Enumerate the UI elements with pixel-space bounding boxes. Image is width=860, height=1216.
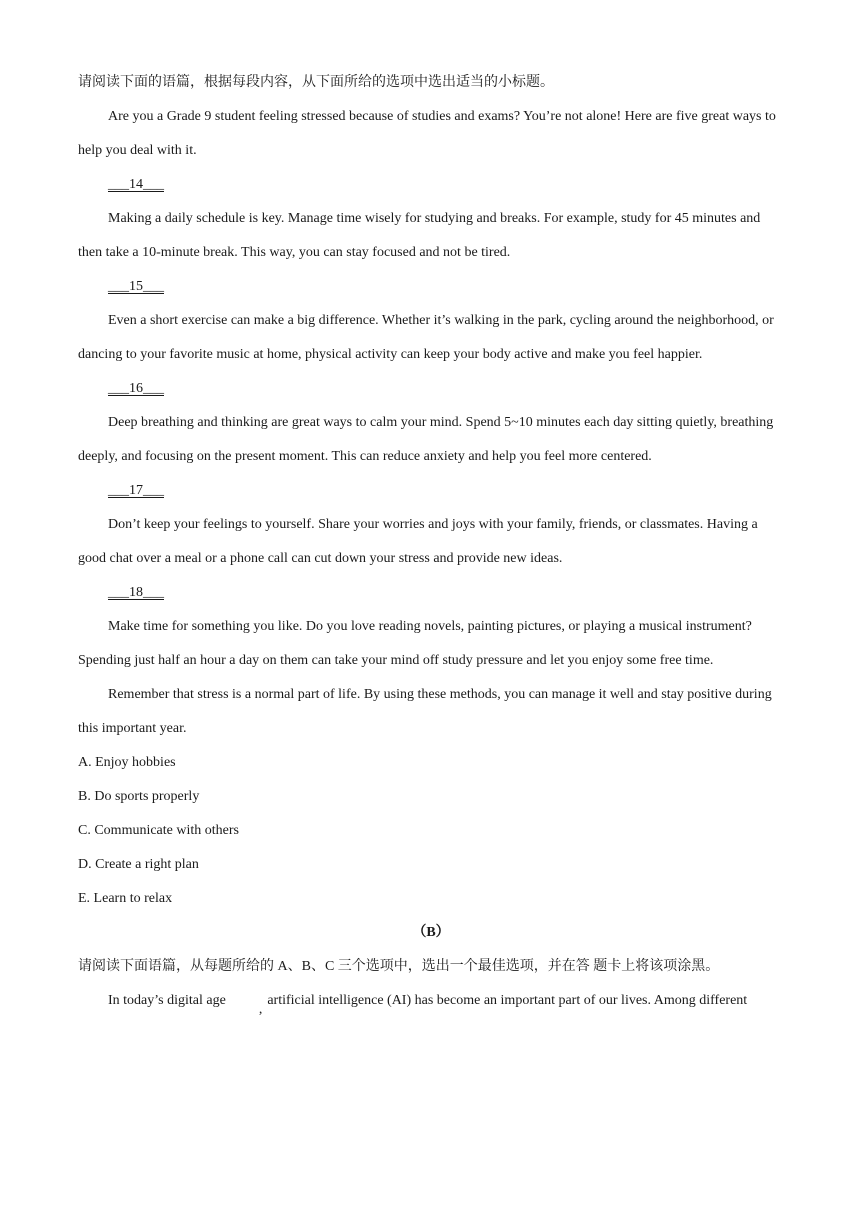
passage-b-start [78,984,784,1018]
blank-14: ___14___ [108,177,164,192]
passage-b-text-2: artificial intelligence (AI) has become an important part of our lives. Among different [267,993,748,1008]
option-b: B. Do sports properly [78,789,200,804]
intro-paragraph: Are you a Grade 9 student feeling stressed because of studies and exams? You’re not alone! Here are five great ways to help you deal with it. [78,109,776,158]
option-e: E. Learn to relax [78,891,173,906]
blank-15: ___15___ [108,279,164,294]
option-c: C. Communicate with others [78,823,239,838]
passage-b-text-1: In today’s digital age [108,993,226,1008]
options-list [78,746,784,916]
paragraph-text: Deep breathing and thinking are great ways to calm your mind. Spend 5~10 minutes each day sitting quietly, breathing deeply, and focusing on the present moment. This can reduce anxiety and help you feel more centered. [78,415,774,464]
paragraph-text: Even a short exercise can make a big difference. Whether it’s walking in the park, cycling around the neighborhood, or dancing to your favorite music at home, physical activity can keep your body active and make you feel happier. [78,313,774,362]
paragraph-text: Making a daily schedule is key. Manage time wisely for studying and breaks. For example, study for 45 minutes and then take a 10-minute break. This way, you can stay focused and not be tired. [78,211,761,260]
blank-16: ___16___ [108,381,164,396]
paragraph-18 [78,576,784,678]
instructions-b: 请阅读下面语篇，从每题所给的 A、B、C 三个选项中，选出一个最佳选项，并在答 题卡上将该项涂黑。 [78,959,720,974]
option-d: D. Create a right plan [78,857,199,872]
option-a: A. Enjoy hobbies [78,755,176,770]
section-b-title: （B） [412,925,450,940]
passage-b-comma: , [258,1002,263,1017]
blank-18: ___18___ [108,585,164,600]
paragraph-text: Make time for something you like. Do you love reading novels, painting pictures, or playing a musical instrument? Spending just half an hour a day on them can take your mind off study pressure and let you enjoy some free time. [78,619,752,668]
paragraph-15 [78,270,784,372]
conclusion-paragraph: Remember that stress is a normal part of life. By using these methods, you can manage it well and stay positive during this important year. [78,687,772,736]
blank-17: ___17___ [108,483,164,498]
paragraph-text: Don’t keep your feelings to yourself. Share your worries and joys with your family, friends, or classmates. Having a good chat over a meal or a phone call can cut down your stress and provide new ideas. [78,517,758,566]
paragraph-17 [78,474,784,576]
paragraph-16 [78,372,784,474]
document-page [78,66,784,1018]
instructions-a: 请阅读下面的语篇，根据每段内容，从下面所给的选项中选出适当的小标题。 [78,75,554,90]
paragraph-14 [78,168,784,270]
